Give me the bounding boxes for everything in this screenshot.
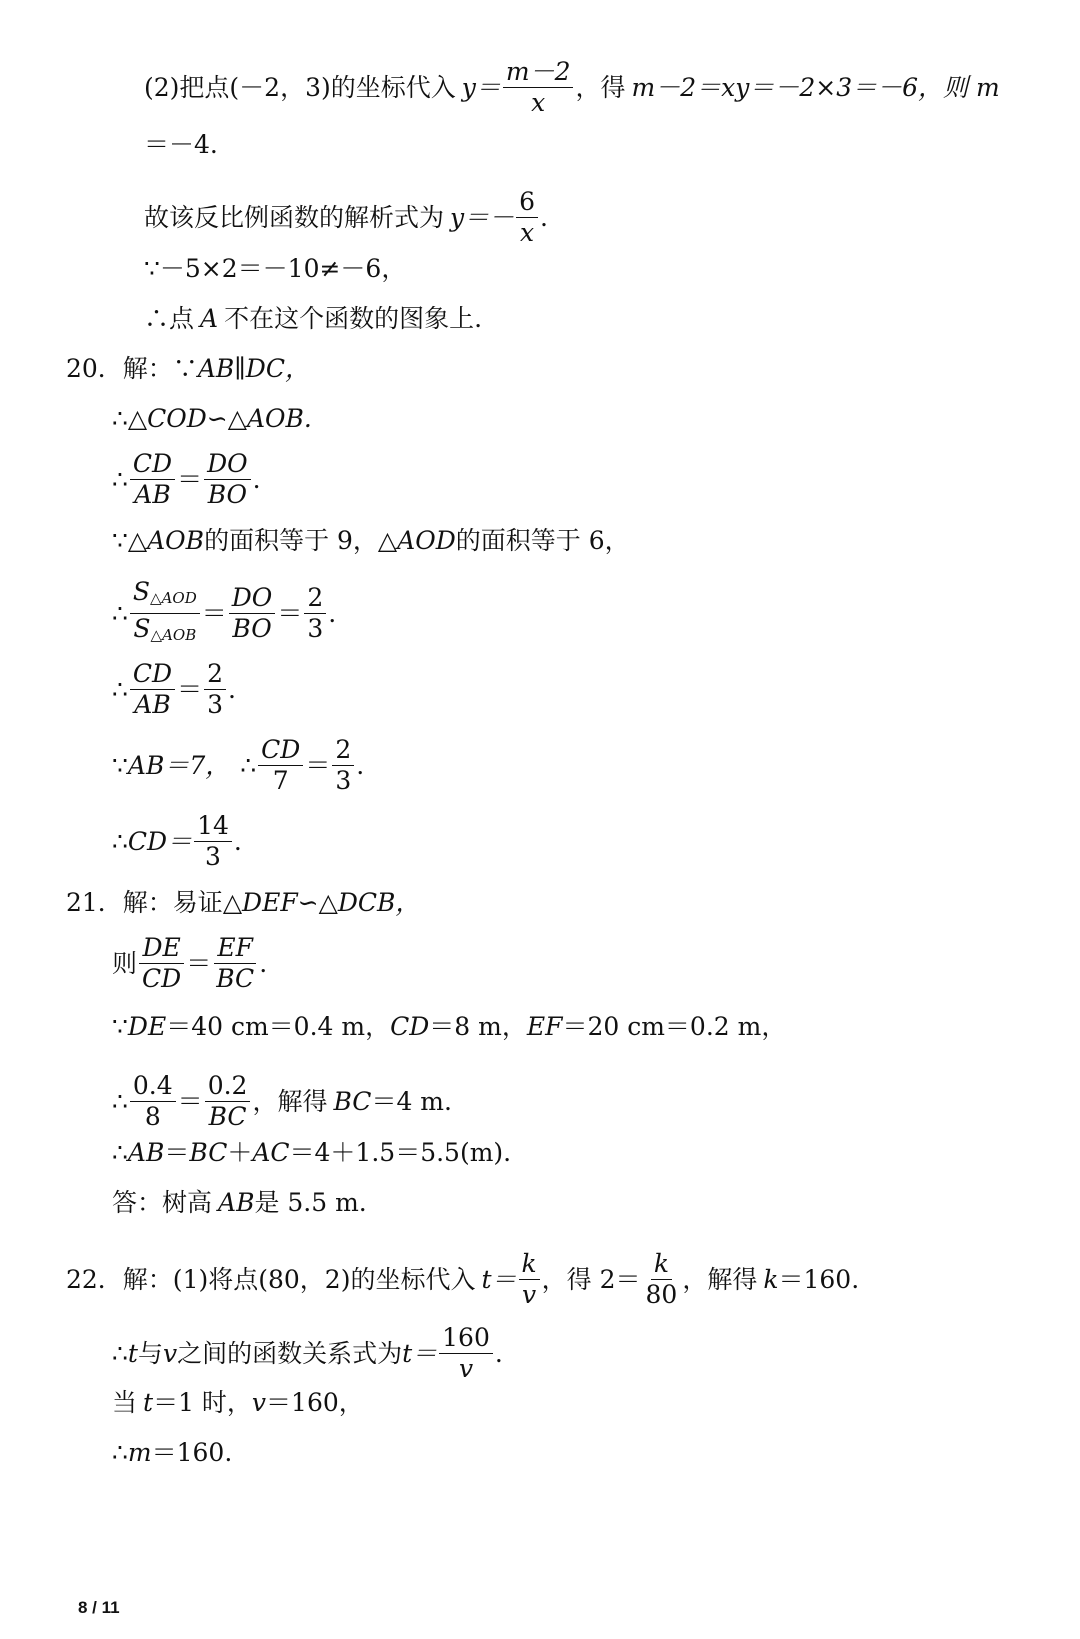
- text: ∴: [240, 750, 257, 780]
- fraction: [213, 934, 257, 993]
- denominator: 7: [272, 766, 289, 795]
- text: ＝1 时，: [153, 1388, 252, 1417]
- equals: ＝: [201, 598, 227, 628]
- q21-total: [112, 1136, 511, 1170]
- denominator: 3: [207, 690, 224, 719]
- denominator: v: [458, 1354, 474, 1383]
- text: ∵: [112, 750, 128, 780]
- text: ＝160.: [151, 1438, 233, 1467]
- denominator: BO: [232, 614, 272, 643]
- q20-similar: [112, 402, 312, 436]
- text: .: [259, 948, 268, 978]
- formula-var: y＝: [461, 72, 501, 102]
- text: 与: [137, 1338, 163, 1368]
- denominator: CD: [142, 964, 182, 993]
- text: ＝20 cm＝0.2 m，: [562, 1012, 787, 1041]
- text: ∴点: [144, 304, 195, 333]
- denominator: 3: [307, 614, 324, 643]
- line-function-expression: [144, 188, 548, 247]
- text: ∴: [112, 674, 128, 704]
- text: 答：树高: [112, 1188, 213, 1217]
- text: ＋: [227, 1138, 253, 1167]
- text: ∵: [112, 526, 128, 555]
- var: BC: [333, 1086, 372, 1116]
- denominator: BO: [207, 480, 248, 509]
- q22-relation: [112, 1324, 503, 1383]
- text: ＝4 m.: [371, 1086, 452, 1116]
- text: ∴: [112, 404, 128, 433]
- denominator: AB: [134, 690, 171, 719]
- fraction: [643, 1250, 681, 1309]
- denominator: 3: [335, 766, 352, 795]
- var: CD: [390, 1012, 430, 1041]
- numerator: [130, 578, 200, 614]
- q20-ab-seven: [112, 736, 364, 795]
- formula-var: m: [976, 72, 1000, 102]
- var: v: [162, 1338, 178, 1368]
- triangle: △AOB: [127, 526, 205, 555]
- formula: t＝: [481, 1264, 517, 1294]
- text: ，得 2＝: [541, 1264, 641, 1294]
- var: EF: [526, 1012, 563, 1041]
- text: ，得: [575, 72, 626, 102]
- denominator: BC: [216, 964, 255, 993]
- q21-answer: [112, 1186, 367, 1220]
- numerator: 2: [204, 660, 226, 690]
- fraction: [258, 736, 303, 795]
- text: ＝160.: [778, 1264, 860, 1294]
- q20-heading: [66, 352, 310, 386]
- var: AC: [252, 1138, 290, 1167]
- fraction: [204, 450, 251, 509]
- q22-heading: [66, 1250, 859, 1309]
- formula: AB＝7，: [127, 750, 231, 780]
- text: ∴: [112, 1338, 128, 1368]
- var: m: [127, 1438, 152, 1467]
- equals: ＝: [177, 464, 203, 494]
- formula: m－2＝xy＝－2×3＝－6，则: [631, 72, 968, 102]
- q20-area-ratio: [112, 578, 336, 649]
- equals: ＝: [277, 598, 303, 628]
- text: 21．解：易证: [66, 888, 223, 917]
- q21-heading: [66, 886, 420, 920]
- numerator: DO: [229, 584, 276, 614]
- text: ＝40 cm＝0.4 m，: [166, 1012, 391, 1041]
- text: 故该反比例函数的解析式为: [144, 202, 445, 232]
- numerator: k: [519, 1250, 540, 1280]
- q21-ratio: [112, 934, 267, 993]
- fraction: [204, 660, 226, 719]
- text: .: [494, 1338, 503, 1368]
- fraction: [516, 188, 538, 247]
- fraction: [130, 578, 200, 649]
- text: 当: [112, 1388, 138, 1417]
- formula-var: y＝－: [450, 202, 515, 232]
- numerator: 0.4: [130, 1072, 176, 1102]
- formula: △COD∽△AOB.: [127, 404, 312, 433]
- numerator: CD: [258, 736, 303, 766]
- denominator: 3: [205, 842, 221, 871]
- line-check: [144, 252, 406, 286]
- numerator: EF: [214, 934, 256, 964]
- text: .: [540, 202, 548, 232]
- var: k: [763, 1264, 779, 1294]
- text: ＝: [164, 1138, 190, 1167]
- var: BC: [189, 1138, 228, 1167]
- text: ∴: [112, 598, 128, 628]
- text: .: [252, 464, 261, 494]
- fraction: [139, 934, 184, 993]
- numerator: k: [651, 1250, 672, 1280]
- var: v: [251, 1388, 267, 1417]
- s-symbol: S: [132, 577, 151, 606]
- denominator: v: [522, 1280, 537, 1309]
- numerator: 0.2: [205, 1072, 251, 1102]
- numerator: m－2: [503, 58, 574, 88]
- text: 则: [112, 948, 138, 978]
- denominator: x: [531, 88, 546, 117]
- equals: ＝: [186, 948, 212, 978]
- numerator: 160: [439, 1324, 493, 1354]
- denominator: BC: [208, 1102, 247, 1131]
- text: ∵: [112, 1012, 128, 1041]
- text: ∴: [112, 1138, 128, 1167]
- fraction: [130, 1072, 176, 1131]
- text: ∴: [112, 1438, 128, 1467]
- var: t: [127, 1338, 138, 1368]
- fraction: [519, 1250, 540, 1309]
- denominator: x: [520, 218, 535, 247]
- equals: ＝: [177, 674, 203, 704]
- denominator: 80: [645, 1280, 678, 1309]
- formula: t＝: [402, 1338, 438, 1368]
- formula: CD＝: [127, 826, 193, 856]
- fraction: [439, 1324, 493, 1383]
- text: 20．解：∵: [66, 354, 198, 383]
- fraction: [332, 736, 354, 795]
- q20-cd-ab: [112, 660, 236, 719]
- q20-result: [112, 812, 242, 871]
- text: ，解得: [252, 1086, 328, 1116]
- fraction: [503, 58, 574, 117]
- text: ＝160，: [266, 1388, 364, 1417]
- line-part2-substitute: [144, 58, 1000, 117]
- point-label: A: [200, 304, 219, 333]
- text: 22．解：(1)将点(80，2)的坐标代入: [66, 1264, 476, 1294]
- text: .: [356, 750, 365, 780]
- subscript: △AOD: [150, 589, 197, 607]
- q20-areas: [112, 524, 630, 558]
- var: AB: [218, 1188, 255, 1217]
- text: ∴: [112, 826, 128, 856]
- text: ＝8 m，: [429, 1012, 527, 1041]
- numerator: 2: [332, 736, 354, 766]
- numerator: DE: [139, 934, 183, 964]
- var: AB: [127, 1138, 165, 1167]
- equals: ＝: [305, 750, 331, 780]
- text: ＝－4.: [144, 130, 218, 159]
- text: ∴: [112, 464, 128, 494]
- formula: AB∥DC，: [197, 354, 310, 383]
- q22-when: [112, 1386, 364, 1420]
- text: ，解得: [682, 1264, 758, 1294]
- text: .: [233, 826, 242, 856]
- equals: ＝: [177, 1086, 203, 1116]
- q21-values: [112, 1010, 786, 1044]
- q20-ratio: [112, 450, 261, 509]
- text: 是 5.5 m.: [254, 1188, 367, 1217]
- text: .: [328, 598, 337, 628]
- var: DE: [127, 1012, 167, 1041]
- numerator: CD: [130, 660, 175, 690]
- text: .: [228, 674, 236, 704]
- fraction: [194, 812, 232, 871]
- q22-m: [112, 1436, 232, 1470]
- q21-solve: [112, 1072, 452, 1131]
- numerator: 2: [304, 584, 326, 614]
- text: 的面积等于 9，: [204, 526, 378, 555]
- line-m-value: [144, 128, 218, 162]
- subscript: △AOB: [150, 626, 197, 644]
- page-number: 8 / 11: [78, 1598, 120, 1617]
- text: 之间的函数关系式为: [177, 1338, 403, 1368]
- text: 的面积等于 6，: [455, 526, 630, 555]
- text: 不在这个函数的图象上.: [224, 304, 483, 333]
- text: ＝4＋1.5＝5.5(m).: [289, 1138, 512, 1167]
- fraction: [205, 1072, 251, 1131]
- numerator: DO: [204, 450, 251, 480]
- text: (2)把点(－2，3)的坐标代入: [144, 72, 456, 102]
- text: ∵－5×2＝－10≠－6，: [144, 254, 407, 283]
- numerator: 6: [516, 188, 538, 218]
- denominator: [130, 614, 199, 649]
- fraction: [130, 660, 175, 719]
- s-symbol: S: [133, 614, 151, 643]
- denominator: 8: [144, 1102, 161, 1131]
- fraction: [130, 450, 175, 509]
- denominator: AB: [134, 480, 171, 509]
- numerator: CD: [130, 450, 175, 480]
- var: t: [143, 1388, 154, 1417]
- triangle: △AOD: [377, 526, 456, 555]
- text: ∴: [112, 1086, 128, 1116]
- fraction: [304, 584, 326, 643]
- line-conclusion: [144, 302, 482, 336]
- fraction: [229, 584, 276, 643]
- formula: △DEF∽△DCB，: [222, 888, 421, 917]
- numerator: 14: [194, 812, 232, 842]
